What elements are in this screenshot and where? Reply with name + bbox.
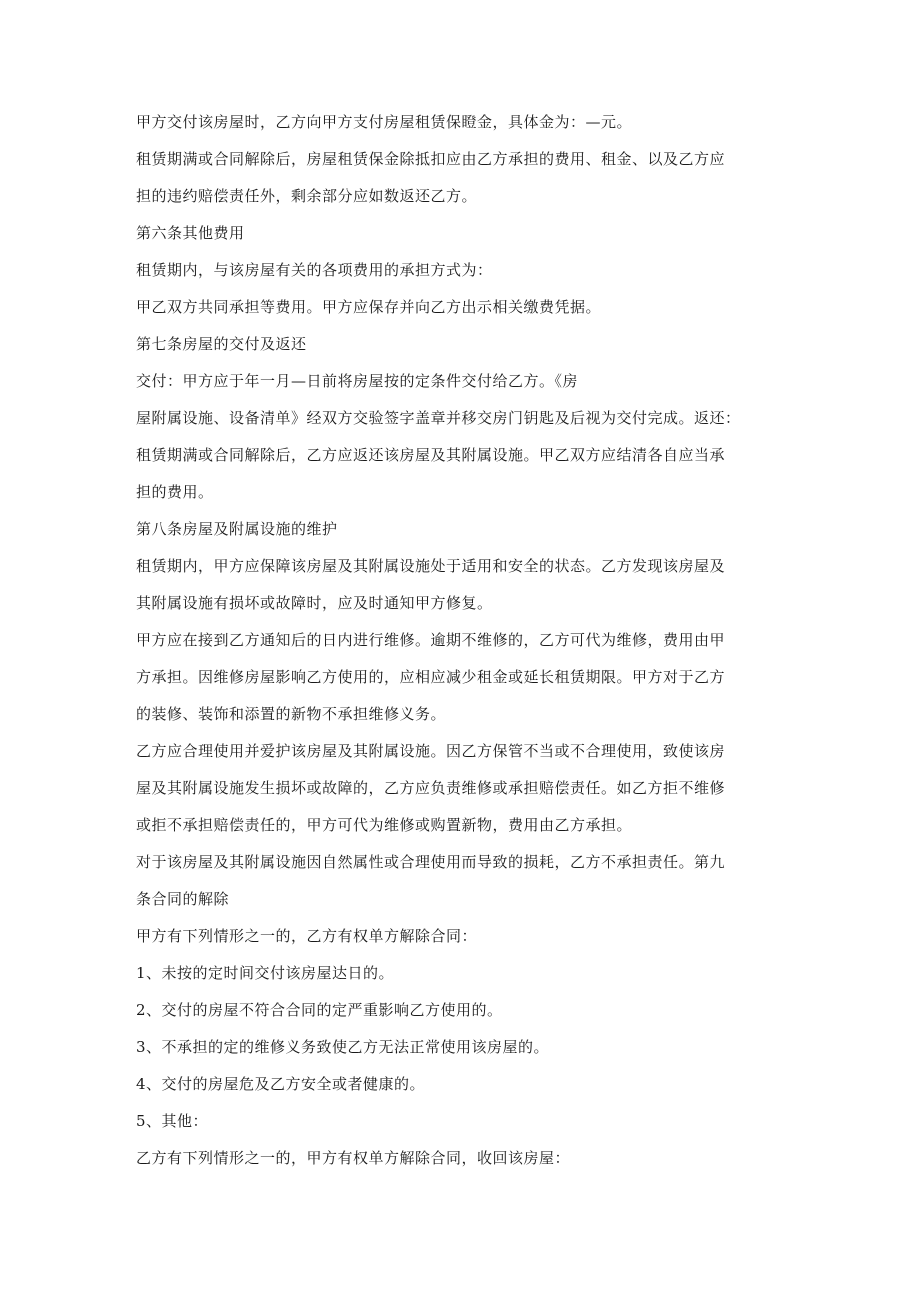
list-item: 1、未按的定时间交付该房屋达日的。 (136, 964, 395, 982)
section-heading: 第七条房屋的交付及返还 (136, 335, 307, 353)
list-item: 3、不承担的定的维修义务致使乙方无法正常使用该房屋的。 (136, 1038, 550, 1056)
text-line: 甲方交付该房屋时，乙方向甲方支付房屋租赁保瞪金，具体金为：—元。 (136, 113, 633, 131)
text-line: 的装修、装饰和添置的新物不承担维修义务。 (136, 705, 447, 723)
text-line: 甲方应在接到乙方通知后的日内进行维修。逾期不维修的，乙方可代为维修，费用由甲 (136, 631, 726, 649)
list-item: 4、交付的房屋危及乙方安全或者健康的。 (136, 1075, 426, 1093)
text-line: 交付：甲方应于年一月—日前将房屋按的定条件交付给乙方。《房 (136, 372, 579, 390)
section-heading: 第六条其他费用 (136, 224, 245, 242)
list-item: 2、交付的房屋不符合合同的定严重影响乙方使用的。 (136, 1001, 503, 1019)
document-body (136, 113, 786, 1168)
text-line: 乙方应合理使用并爱护该房屋及其附属设施。因乙方保管不当或不合理使用，致使该房 (136, 742, 726, 760)
text-line: 甲方有下列情形之一的，乙方有权单方解除合同： (136, 927, 478, 945)
text-line: 租赁期满或合同解除后，房屋租赁保金除抵扣应由乙方承担的费用、租金、以及乙方应 (136, 150, 726, 168)
section-heading: 条合同的解除 (136, 890, 230, 908)
text-line: 担的费用。 (136, 483, 214, 501)
text-line: 屋及其附属设施发生损坏或故障的，乙方应负责维修或承担赔偿责任。如乙方拒不维修 (136, 779, 726, 797)
text-line: 或拒不承担赔偿责任的，甲方可代为维修或购置新物，费用由乙方承担。 (136, 816, 633, 834)
text-line: 其附属设施有损坏或故障时，应及时通知甲方修复。 (136, 594, 493, 612)
text-line: 租赁期内，甲方应保障该房屋及其附属设施处于适用和安全的状态。乙方发现该房屋及 (136, 557, 726, 575)
text-line: 租赁期满或合同解除后，乙方应返还该房屋及其附属设施。甲乙双方应结清各自应当承 (136, 446, 726, 464)
text-line: 担的违约赔偿责任外，剩余部分应如数返还乙方。 (136, 187, 478, 205)
text-line: 乙方有下列情形之一的，甲方有权单方解除合同，收回该房屋： (136, 1149, 571, 1167)
text-line: 对于该房屋及其附属设施因自然属性或合理使用而导致的损耗，乙方不承担责任。第九 (136, 853, 726, 871)
text-line: 方承担。因维修房屋影响乙方使用的，应相应减少租金或延长租赁期限。甲方对于乙方 (136, 668, 726, 686)
text-line: 租赁期内，与该房屋有关的各项费用的承担方式为： (136, 261, 493, 279)
list-item: 5、其他： (136, 1112, 209, 1130)
text-line: 屋附属设施、设备清单》经双方交验签字盖章并移交房门钥匙及后视为交付完成。返还： (136, 409, 741, 427)
text-line: 甲乙双方共同承担等费用。甲方应保存并向乙方出示相关缴费凭据。 (136, 298, 602, 316)
section-heading: 第八条房屋及附属设施的维护 (136, 520, 338, 538)
